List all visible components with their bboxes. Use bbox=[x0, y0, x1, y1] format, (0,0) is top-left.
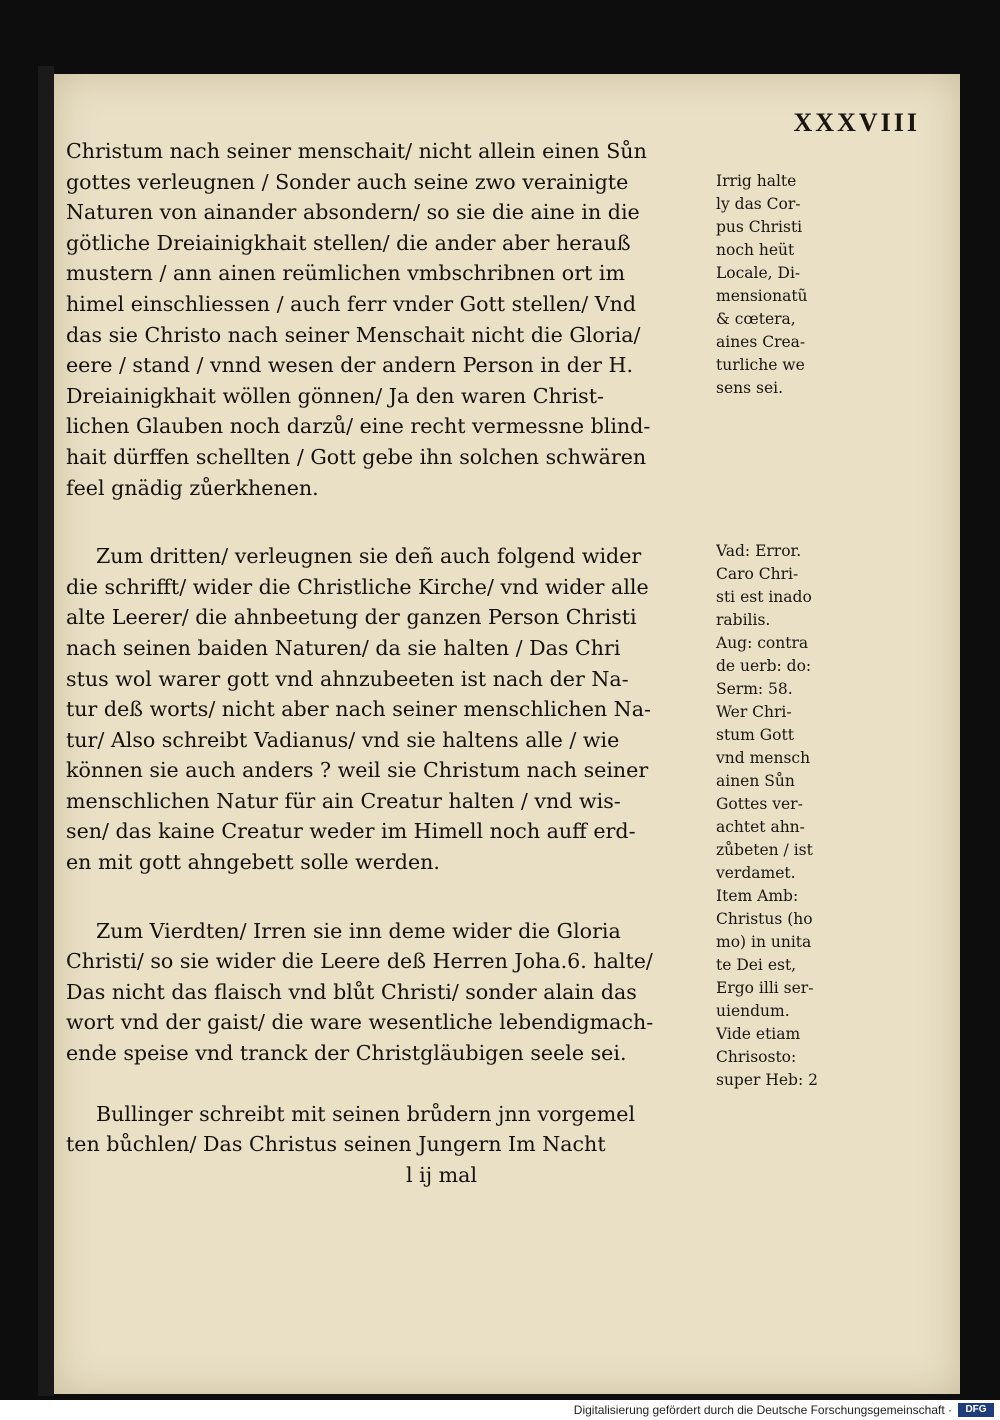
paragraph-1 bbox=[66, 136, 726, 503]
text-line: ten bůchlen/ Das Christus seinen Jungern Im Nacht bbox=[66, 1132, 606, 1157]
text-line: können sie auch anders ? weil sie Christum nach seiner bbox=[66, 758, 649, 783]
marginal-line: noch heüt bbox=[716, 241, 795, 259]
marginal-line: aines Crea- bbox=[716, 333, 806, 351]
marginal-note-1 bbox=[716, 170, 956, 400]
text-line: feel gnädig zůerkhenen. bbox=[66, 475, 319, 500]
marginal-line: & cœtera, bbox=[716, 310, 796, 328]
book-edge bbox=[38, 66, 54, 1396]
marginal-line: Chrisosto: bbox=[716, 1048, 797, 1066]
text-line: stus wol warer gott vnd ahnzubeeten ist nach der Na- bbox=[66, 666, 629, 691]
text-line: wort vnd der gaist/ die ware wesentliche lebendigmach- bbox=[66, 1010, 654, 1035]
text-line: das sie Christo nach seiner Menschait nicht die Gloria/ bbox=[66, 322, 641, 347]
text-line: sen/ das kaine Creatur weder im Himell noch auff erd- bbox=[66, 819, 636, 844]
marginal-line: de uerb: do: bbox=[716, 657, 812, 675]
dfg-logo: DFG bbox=[958, 1403, 994, 1417]
paragraph-2 bbox=[66, 541, 726, 878]
text-line: eere / stand / vnnd wesen der andern Person in der H. bbox=[66, 353, 634, 378]
marginal-line: ainen Sůn bbox=[716, 772, 795, 790]
text-line: tur deß worts/ nicht aber nach seiner menschlichen Na- bbox=[66, 697, 651, 722]
marginal-line: sens sei. bbox=[716, 379, 784, 397]
marginal-line: Irrig halte bbox=[716, 172, 797, 190]
marginal-note-2 bbox=[716, 540, 956, 1092]
marginal-line: Wer Chri- bbox=[716, 703, 792, 721]
text-line: Das nicht das flaisch vnd blůt Christi/ sonder alain das bbox=[66, 979, 637, 1004]
book-page bbox=[54, 74, 960, 1394]
marginal-line: Locale, Di- bbox=[716, 264, 801, 282]
marginal-line: sti est inado bbox=[716, 588, 812, 606]
marginal-line: Christus (ho bbox=[716, 910, 813, 928]
text-line: mustern / ann ainen reümlichen vmbschribnen ort im bbox=[66, 261, 625, 286]
marginal-line: turliche we bbox=[716, 356, 805, 374]
text-line: himel einschliessen / auch ferr vnder Gott stellen/ Vnd bbox=[66, 291, 637, 316]
marginal-line: mo) in unita bbox=[716, 933, 812, 951]
text-line: Naturen von ainander absondern/ so sie die aine in die bbox=[66, 200, 640, 225]
marginal-line: zůbeten / ist bbox=[716, 841, 813, 859]
marginal-line: Vide etiam bbox=[716, 1025, 801, 1043]
text-line: Christum nach seiner menschait/ nicht allein einen Sůn bbox=[66, 139, 647, 163]
marginal-line: achtet ahn- bbox=[716, 818, 805, 836]
marginal-line: stum Gott bbox=[716, 726, 794, 744]
marginal-line: Vad: Error. bbox=[716, 542, 802, 560]
marginal-line: Ergo illi ser- bbox=[716, 979, 814, 997]
marginal-line: pus Christi bbox=[716, 218, 803, 236]
marginal-line: mensionatũ bbox=[716, 287, 808, 305]
catchline: l ij mal bbox=[406, 1162, 478, 1187]
text-line: alte Leerer/ die ahnbeetung der ganzen Person Christi bbox=[66, 605, 637, 630]
marginal-line: Item Amb: bbox=[716, 887, 799, 905]
marginal-line: vnd mensch bbox=[716, 749, 811, 767]
digitization-footer bbox=[0, 1400, 1000, 1420]
marginal-line: Gottes ver- bbox=[716, 795, 803, 813]
funding-notice: Digitalisierung gefördert durch die Deutsche Forschungsgemeinschaft · bbox=[573, 1403, 952, 1417]
text-line: en mit gott ahngebett solle werden. bbox=[66, 850, 440, 875]
paragraph-3 bbox=[66, 916, 726, 1069]
folio-number: XXXVIII bbox=[793, 108, 920, 137]
text-line: hait dürffen schellten / Gott gebe ihn solchen schwären bbox=[66, 444, 647, 469]
text-line: götliche Dreiainigkhait stellen/ die ander aber herauß bbox=[66, 230, 631, 255]
text-line: Christi/ so sie wider die Leere deß Herren Joha.6. halte/ bbox=[66, 949, 653, 974]
main-text-column bbox=[66, 136, 726, 1190]
text-line: nach seinen baiden Naturen/ da sie halten / Das Chri bbox=[66, 635, 621, 660]
marginal-line: super Heb: 2 bbox=[716, 1071, 818, 1089]
marginal-line: Caro Chri- bbox=[716, 565, 799, 583]
text-line: Dreiainigkhait wöllen gönnen/ Ja den waren Christ- bbox=[66, 383, 604, 408]
text-line: Zum dritten/ verleugnen sie deñ auch folgend wider bbox=[96, 544, 642, 569]
text-line: Zum Vierdten/ Irren sie inn deme wider die Gloria bbox=[96, 918, 621, 943]
text-line: lichen Glauben noch darzů/ eine recht vermessne blind- bbox=[66, 414, 651, 439]
marginal-line: uiendum. bbox=[716, 1002, 790, 1020]
marginal-line: verdamet. bbox=[716, 864, 796, 882]
marginal-line: rabilis. bbox=[716, 611, 771, 629]
marginal-line: Aug: contra bbox=[716, 634, 809, 652]
text-line: die schrifft/ wider die Christliche Kirche/ vnd wider alle bbox=[66, 574, 649, 599]
marginal-line: Serm: 58. bbox=[716, 680, 793, 698]
marginal-line: ly das Cor- bbox=[716, 195, 801, 213]
paragraph-4 bbox=[66, 1099, 726, 1160]
text-line: Bullinger schreibt mit seinen brůdern jnn vorgemel bbox=[96, 1101, 636, 1126]
text-line: menschlichen Natur für ain Creatur halten / vnd wis- bbox=[66, 788, 621, 813]
text-line: ende speise vnd tranck der Christgläubigen seele sei. bbox=[66, 1041, 627, 1066]
text-line: gottes verleugnen / Sonder auch seine zwo verainigte bbox=[66, 169, 629, 194]
text-line: tur/ Also schreibt Vadianus/ vnd sie haltens alle / wie bbox=[66, 727, 620, 752]
marginal-line: te Dei est, bbox=[716, 956, 797, 974]
